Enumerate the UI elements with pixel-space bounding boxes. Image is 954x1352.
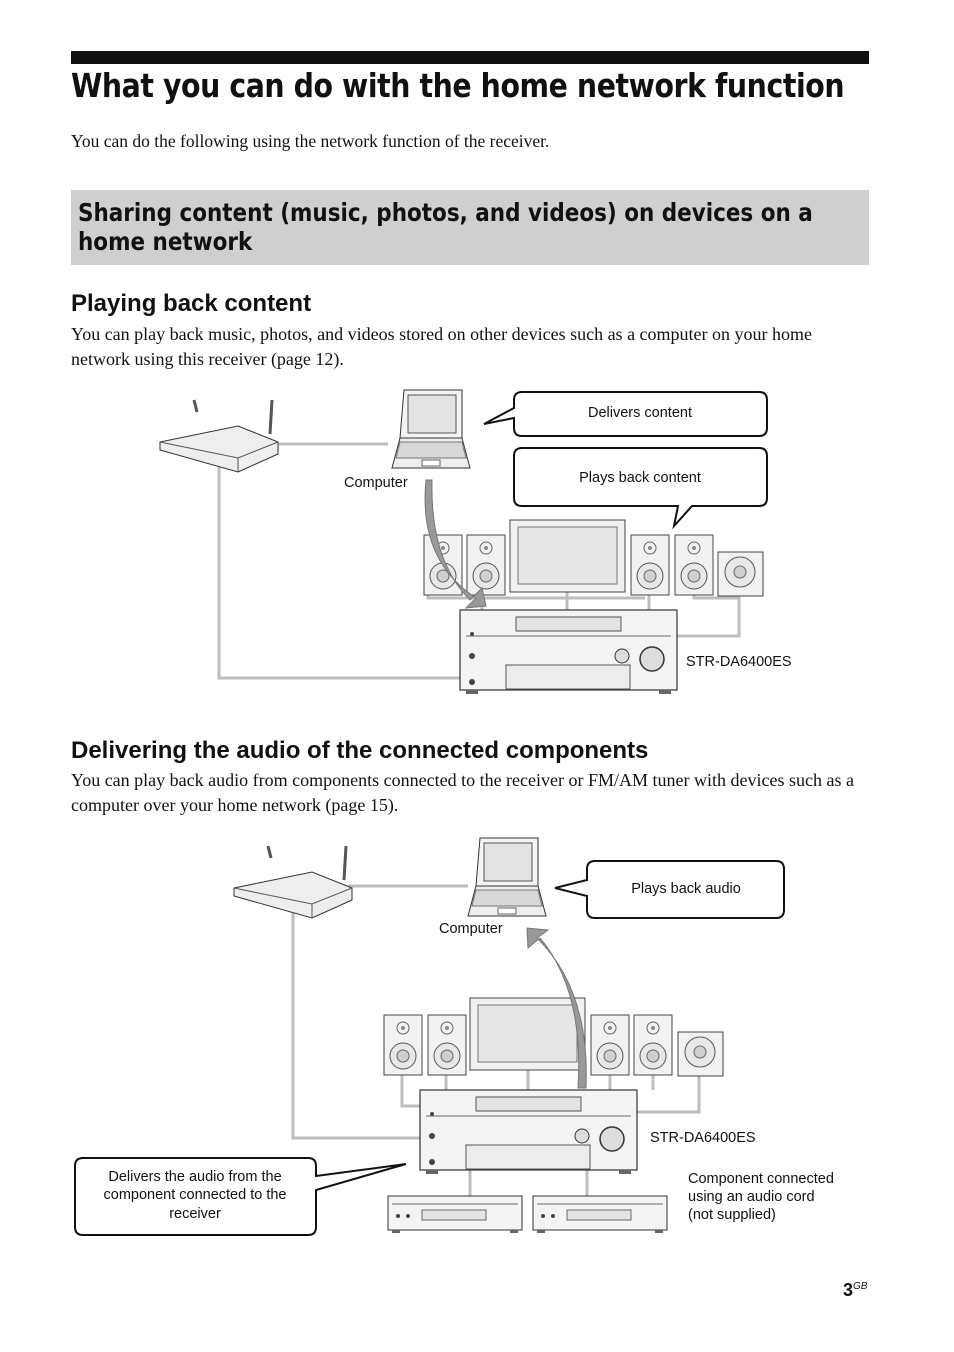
speaker-icon: [467, 535, 505, 595]
section-heading: Sharing content (music, photos, and videos) on devices on a home network: [78, 198, 813, 256]
speaker-icon: [591, 1015, 629, 1075]
component-label-line3: (not supplied): [688, 1207, 776, 1223]
callout-delivers-audio-line1: Delivers the audio from the: [108, 1169, 282, 1185]
page-number: [843, 1280, 867, 1301]
laptop-icon: [468, 838, 546, 916]
page-number-value: 3: [843, 1280, 854, 1300]
component-label-line2: using an audio cord: [688, 1189, 815, 1205]
delivering-heading: Delivering the audio of the connected components: [71, 737, 649, 764]
speaker-icon: [634, 1015, 672, 1075]
laptop-icon: [392, 390, 470, 468]
page-title: What you can do with the home network function: [71, 66, 845, 105]
callout-plays-audio: [555, 861, 784, 918]
callout-delivers-audio-line2: component connected to the: [103, 1187, 287, 1203]
callout-delivers-audio-line3: receiver: [169, 1206, 221, 1222]
receiver-label: STR-DA6400ES: [650, 1130, 756, 1146]
router-icon: [234, 846, 352, 918]
receiver-icon: [460, 610, 677, 694]
page-number-suffix: GB: [853, 1281, 868, 1292]
callout-plays-text: Plays back content: [579, 470, 701, 486]
router-icon: [160, 400, 278, 472]
receiver-icon: [420, 1090, 637, 1174]
speaker-icon: [631, 535, 669, 595]
component-label-line1: Component connected: [688, 1171, 834, 1187]
speaker-icon: [384, 1015, 422, 1075]
callout-plays: [514, 448, 767, 526]
delivering-text: You can play back audio from components connected to the receiver or FM/AM tuner with devices such as a computer over your home network (page 15).: [71, 770, 854, 815]
computer-label: Computer: [439, 921, 503, 937]
playing-text: You can play back music, photos, and videos stored on other devices such as a computer on your home network using this receiver (page 12).: [71, 324, 813, 369]
component-deck-icon: [388, 1196, 522, 1233]
tv-icon: [510, 520, 625, 592]
receiver-label: STR-DA6400ES: [686, 654, 792, 670]
speaker-icon: [675, 535, 713, 595]
subwoofer-icon: [678, 1032, 723, 1076]
intro-text: You can do the following using the network function of the receiver.: [71, 131, 550, 151]
callout-plays-audio-text: Plays back audio: [631, 881, 741, 897]
callout-delivers: [484, 392, 767, 436]
subwoofer-icon: [718, 552, 763, 596]
component-tuner-icon: [533, 1196, 667, 1233]
callout-delivers-text: Delivers content: [588, 405, 692, 421]
tv-icon: [470, 998, 585, 1070]
computer-label: Computer: [344, 475, 408, 491]
playing-heading: Playing back content: [71, 290, 312, 317]
callout-delivers-audio: [75, 1158, 406, 1235]
speaker-icon: [428, 1015, 466, 1075]
diagram-delivering: [75, 838, 834, 1235]
diagram-playing: [160, 390, 792, 694]
